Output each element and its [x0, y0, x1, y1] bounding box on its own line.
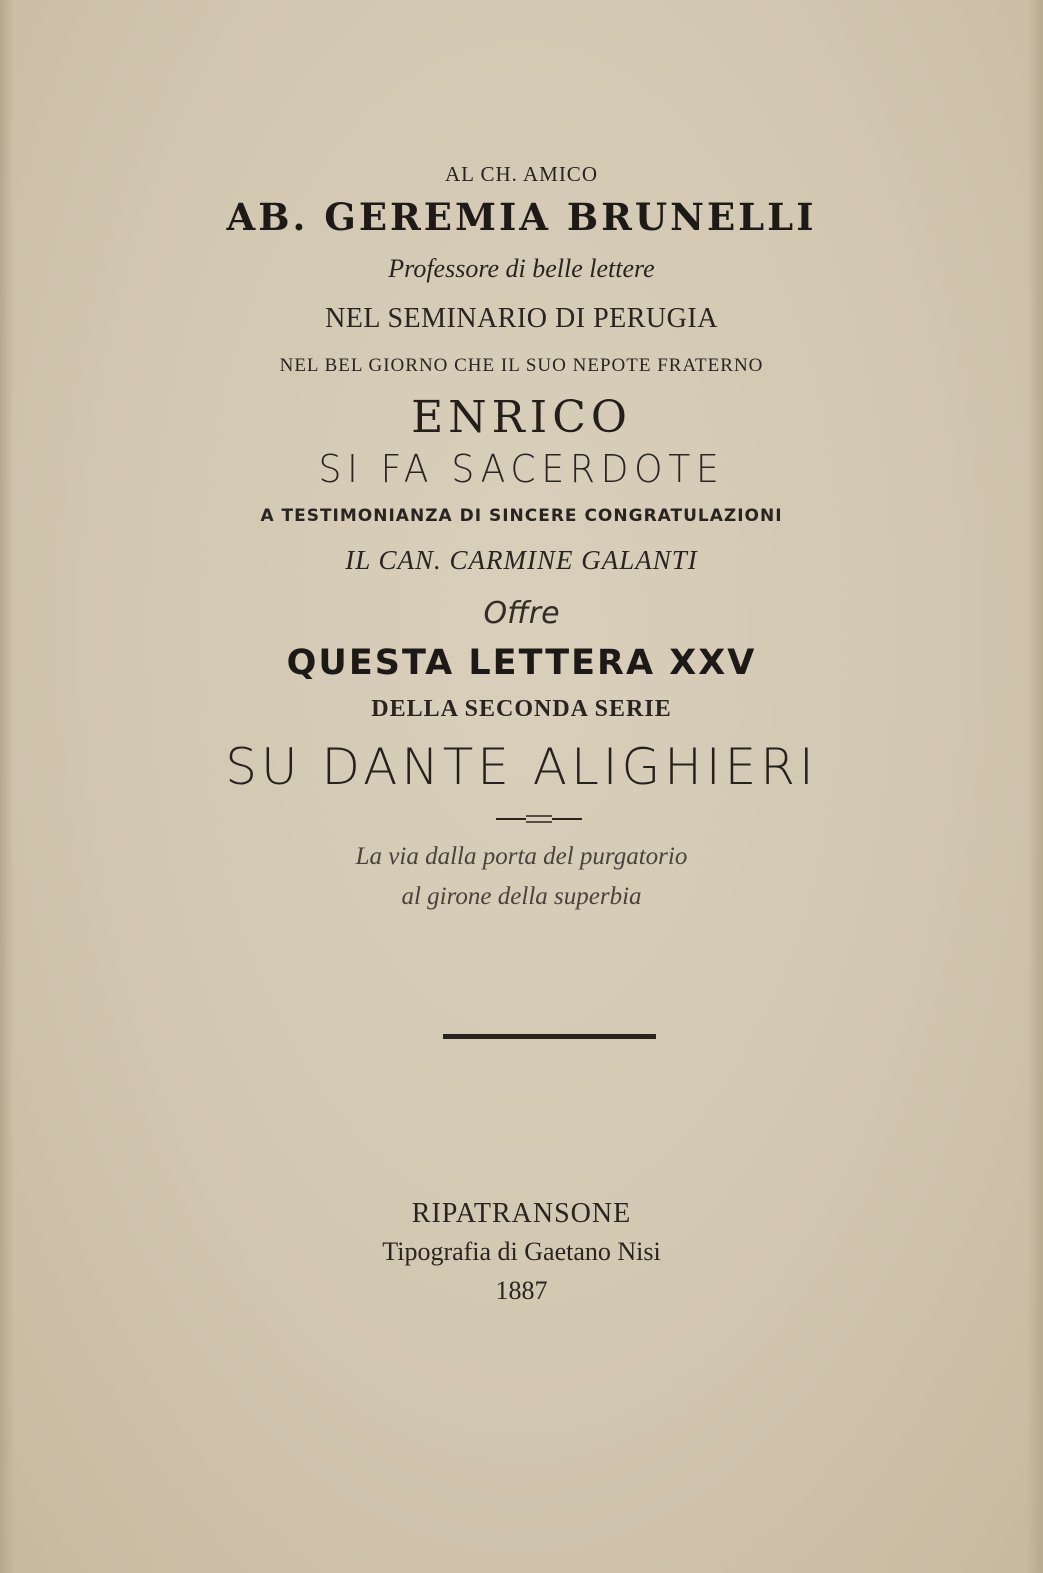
- work-series: DELLA SECONDA SERIE: [371, 696, 672, 722]
- occasion-text: NEL BEL GIORNO CHE IL SUO NEPOTE FRATERNO: [279, 355, 764, 376]
- imprint-city: RIPATRANSONE: [411, 1198, 632, 1229]
- offers-word: Offre: [483, 596, 560, 631]
- recipient-name: AB. GEREMIA BRUNELLI: [226, 195, 817, 239]
- subtitle-line-1: La via dalla porta del purgatorio: [355, 843, 688, 870]
- horizontal-rule: [443, 1034, 656, 1039]
- author-name: IL CAN. CARMINE GALANTI: [345, 545, 698, 575]
- work-subject: SU DANTE ALIGHIERI: [225, 738, 818, 796]
- imprint-year: 1887: [495, 1276, 548, 1305]
- dedication-opening: AL CH. AMICO: [445, 162, 598, 186]
- work-title: QUESTA LETTERA XXV: [286, 643, 757, 683]
- imprint-printer: Tipografia di Gaetano Nisi: [382, 1237, 661, 1266]
- ornament-divider: [496, 812, 582, 826]
- nephew-name: ENRICO: [411, 392, 632, 443]
- subtitle-line-2: al girone della superbia: [401, 883, 642, 910]
- recipient-institution: NEL SEMINARIO DI PERUGIA: [325, 303, 718, 334]
- ordination-event: SI FA SACERDOTE: [318, 447, 725, 491]
- testimony-text: A TESTIMONIANZA DI SINCERE CONGRATULAZIONI: [260, 506, 783, 526]
- recipient-role: Professore di belle lettere: [388, 254, 655, 283]
